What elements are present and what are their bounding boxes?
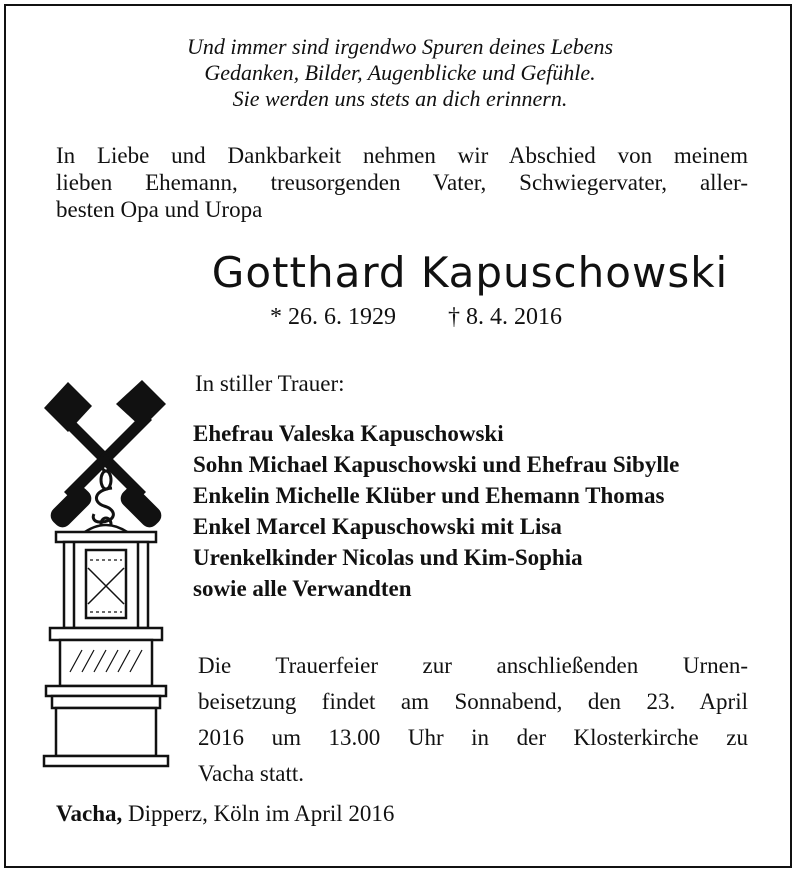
deceased-name: Gotthard Kapuschowski (211, 248, 729, 297)
funeral-line: 2016 um 13.00 Uhr in der Klosterkirche zu (198, 725, 748, 750)
poem-line: Und immer sind irgendwo Spuren deines Lebens (186, 34, 614, 59)
signature-place: Vacha, (56, 801, 123, 826)
mourner-line: Urenkelkinder Nicolas und Kim-Sophia (193, 545, 583, 570)
life-dates (270, 302, 562, 332)
funeral-line: Die Trauerfeier zur anschließenden Urnen- (198, 653, 748, 678)
funeral-line: beisetzung findet am Sonnabend, den 23. April (198, 689, 748, 714)
signature-line (56, 800, 394, 828)
mourner-line: sowie alle Verwandten (193, 576, 412, 601)
crossed-hammers-icon (44, 380, 166, 531)
poem-line: Gedanken, Bilder, Augenblicke und Gefühle. (204, 60, 596, 85)
miners-lamp-icon (44, 525, 168, 766)
intro-text (56, 142, 748, 223)
miners-hammer-and-lamp-icon (38, 372, 174, 770)
signature-rest: Dipperz, Köln im April 2016 (122, 801, 395, 826)
funeral-info (198, 648, 748, 792)
poem (0, 34, 800, 112)
intro-line: lieben Ehemann, treusorgenden Vater, Schwiegervater, aller- (56, 170, 748, 195)
death-date: † 8. 4. 2016 (448, 304, 562, 330)
poem-line: Sie werden uns stets an dich erinnern. (232, 86, 568, 111)
mourning-heading: In stiller Trauer: (195, 371, 345, 396)
intro-line: In Liebe und Dankbarkeit nehmen wir Abschied von meinem (56, 143, 748, 168)
mourner-line: Enkelin Michelle Klüber und Ehemann Thomas (193, 483, 665, 508)
funeral-line: Vacha statt. (198, 761, 305, 786)
intro-line: besten Opa und Uropa (56, 197, 263, 222)
mourner-line: Sohn Michael Kapuschowski und Ehefrau Sibylle (193, 452, 680, 477)
mourners-list (193, 418, 679, 604)
mourner-line: Enkel Marcel Kapuschowski mit Lisa (193, 514, 562, 539)
birth-date: * 26. 6. 1929 (270, 304, 396, 330)
mourner-line: Ehefrau Valeska Kapuschowski (193, 421, 504, 446)
